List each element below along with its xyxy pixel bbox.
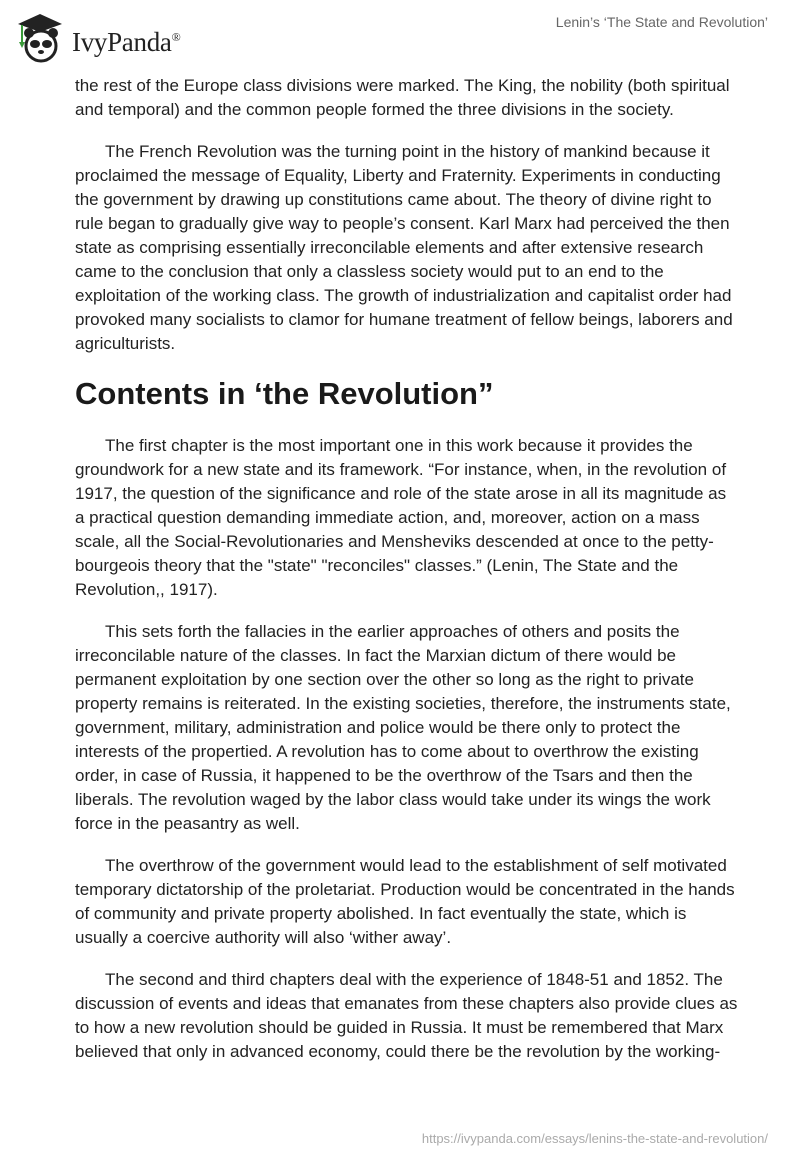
text-line: irreconcilable nature of the classes. In fact the Marxian dictum of there would be bbox=[75, 646, 676, 665]
paragraph bbox=[75, 854, 735, 950]
text-line: scale, all the Social-Revolutionaries and Mensheviks descended at once to the petty- bbox=[75, 532, 714, 551]
text-line: and temporal) and the common people formed the three divisions in the society. bbox=[75, 100, 674, 119]
text-line: The overthrow of the government would lead to the establishment of self motivated bbox=[105, 856, 727, 875]
text-line: state as comprising essentially irreconcilable elements and after extensive research bbox=[75, 238, 704, 257]
text-line: property remains is reiterated. In the existing societies, therefore, the instruments state, bbox=[75, 694, 731, 713]
paragraph bbox=[75, 74, 735, 122]
text-line: interests of the propertied. A revolution has to come about to overthrow the existing bbox=[75, 742, 699, 761]
paragraph bbox=[75, 968, 738, 1064]
text-line: came to the conclusion that only a classless society would put to an end to the bbox=[75, 262, 664, 281]
text-line: order, in case of Russia, it happened to be the overthrow of the Tsars and then the bbox=[75, 766, 693, 785]
ivypanda-logo[interactable] bbox=[14, 10, 180, 64]
text-line: of community and private property abolished. In fact eventually the state, which is bbox=[75, 904, 687, 923]
text-line: agriculturists. bbox=[75, 334, 176, 353]
text-line: usually a coercive authority will also ‘wither away’. bbox=[75, 928, 452, 947]
section-heading: Contents in ‘the Revolution” bbox=[75, 376, 494, 411]
text-line: the rest of the Europe class divisions were marked. The King, the nobility (both spiritual bbox=[75, 76, 730, 95]
text-line: rule began to gradually give way to people’s consent. Karl Marx had perceived the then bbox=[75, 214, 730, 233]
text-line: temporary dictatorship of the proletariat. Production would be concentrated in the hands bbox=[75, 880, 735, 899]
paragraph bbox=[75, 434, 735, 602]
text-line: the government by drawing up constitutions came about. The theory of divine right to bbox=[75, 190, 712, 209]
source-url[interactable]: https://ivypanda.com/essays/lenins-the-state-and-revolution/ bbox=[421, 1131, 768, 1146]
text-line: bourgeois theory that the "state" "reconciles" classes.” (Lenin, The State and the bbox=[75, 556, 679, 575]
text-line: groundwork for a new state and its framework. “For instance, when, in the revolution of bbox=[75, 460, 727, 479]
text-line: believed that only in advanced economy, could there be the revolution by the working- bbox=[75, 1042, 721, 1061]
text-line: 1917, the question of the significance and role of the state arose in all its magnitude as bbox=[75, 484, 727, 503]
text-line: a practical question demanding immediate action, and, moreover, action on a mass bbox=[75, 508, 700, 527]
text-line: discussion of events and ideas that emanates from these chapters also provide clues as bbox=[75, 994, 738, 1013]
paragraph bbox=[75, 620, 735, 836]
text-line: liberals. The revolution waged by the labor class would take under its wings the work bbox=[75, 790, 711, 809]
document-title: Lenin’s ‘The State and Revolution’ bbox=[555, 14, 768, 30]
text-line: force in the peasantry as well. bbox=[75, 814, 300, 833]
logo-text: IvyPanda® bbox=[72, 26, 181, 57]
text-line: proclaimed the message of Equality, Liberty and Fraternity. Experiments in conducting bbox=[75, 166, 721, 185]
essay-content bbox=[75, 74, 738, 1082]
text-line: The French Revolution was the turning point in the history of mankind because it bbox=[105, 142, 710, 161]
text-line: The second and third chapters deal with the experience of 1848-51 and 1852. The bbox=[105, 970, 723, 989]
paragraph bbox=[75, 140, 735, 356]
text-line: exploitation of the working class. The growth of industrialization and capitalist order had bbox=[75, 286, 732, 305]
text-line: Revolution,, 1917). bbox=[75, 580, 218, 599]
panda-graduate-icon bbox=[14, 10, 66, 64]
text-line: government, military, administration and police would be there only to protect the bbox=[75, 718, 681, 737]
text-line: The first chapter is the most important one in this work because it provides the bbox=[105, 436, 693, 455]
text-line: This sets forth the fallacies in the earlier approaches of others and posits the bbox=[105, 622, 680, 641]
text-line: provoked many socialists to clamor for humane treatment of fellow beings, laborers and bbox=[75, 310, 733, 329]
text-line: to how a new revolution should be guided in Russia. It must be remembered that Marx bbox=[75, 1018, 724, 1037]
text-line: permanent exploitation by one section over the other so long as the right to private bbox=[75, 670, 694, 689]
